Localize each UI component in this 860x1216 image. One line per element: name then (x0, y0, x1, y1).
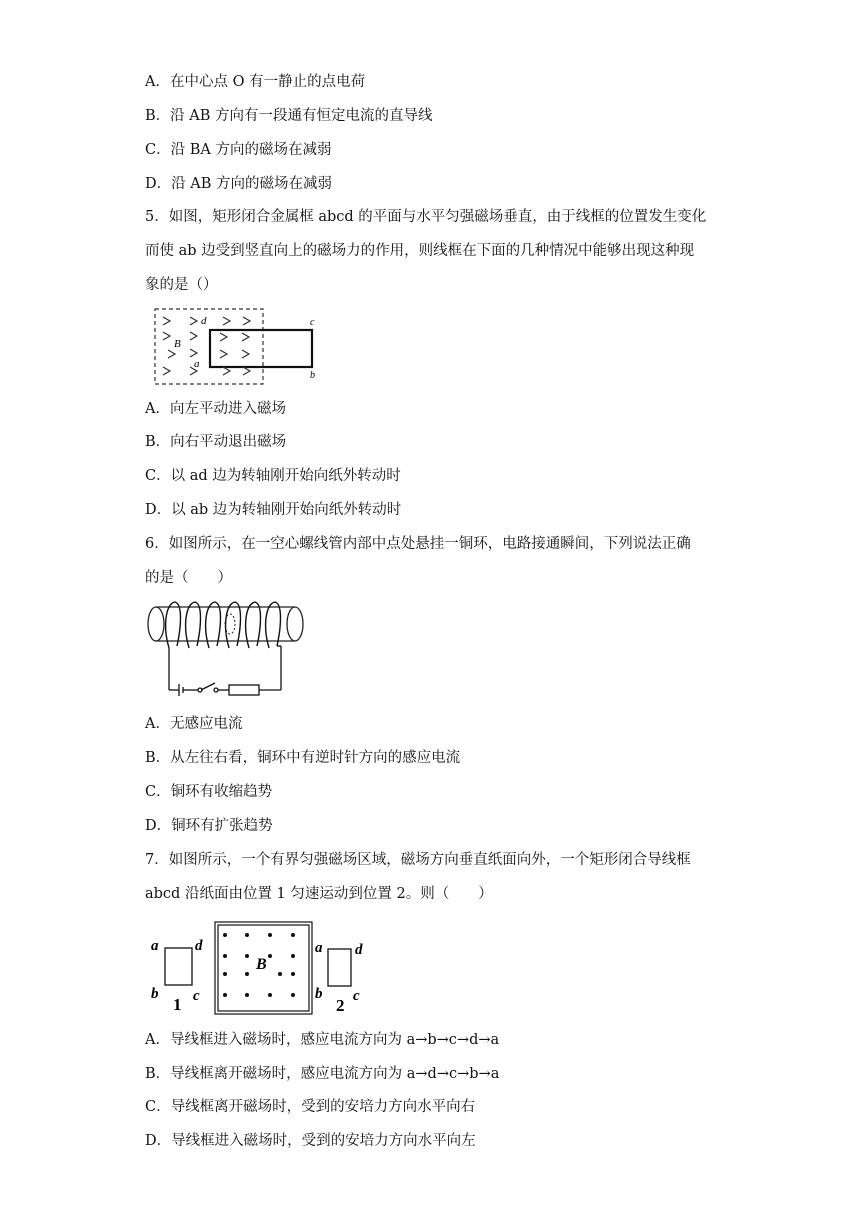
q7-position-2-label: 2 (336, 996, 345, 1015)
q5-stem-line1: 5．如图，矩形闭合金属框 abcd 的平面与水平匀强磁场垂直，由于线框的位置发生变化 (145, 209, 707, 225)
q5-option-d: D．以 ab 边为转轴刚开始向纸外转动时 (145, 502, 402, 518)
q6-stem-line1: 6．如图所示，在一空心螺线管内部中点处悬挂一铜环，电路接通瞬间，下列说法正确 (145, 536, 691, 552)
q5-option-a: A．向左平动进入磁场 (145, 401, 286, 417)
q7-option-a: A．导线框进入磁场时，感应电流方向为 a→b→c→d→a (145, 1032, 500, 1048)
q7-label-d2: d (355, 942, 363, 958)
q7-stem-line2: abcd 沿纸面由位置 1 匀速运动到位置 2。则（ ） (145, 886, 493, 902)
q7-label-b2: b (315, 986, 323, 1002)
q6-option-d: D．铜环有扩张趋势 (145, 818, 273, 834)
q4-option-d: D．沿 AB 方向的磁场在减弱 (145, 176, 332, 192)
q5-label-a: a (194, 358, 200, 370)
q7-option-b: B．导线框离开磁场时，感应电流方向为 a→d→c→b→a (145, 1066, 500, 1082)
q7-label-a1: a (151, 938, 159, 954)
q5-label-b: b (310, 370, 315, 381)
q5-option-c: C．以 ad 边为转轴刚开始向纸外转动时 (145, 468, 401, 484)
q5-label-c: c (310, 317, 315, 328)
q6-option-b: B．从左往右看，铜环中有逆时针方向的感应电流 (145, 750, 461, 766)
circuit-wires (169, 646, 281, 696)
q6-option-a: A．无感应电流 (145, 716, 243, 732)
q6-option-c: C．铜环有收缩趋势 (145, 784, 273, 800)
q6-solenoid-figure (143, 598, 313, 702)
q7-option-c: C．导线框离开磁场时，受到的安培力方向水平向右 (145, 1099, 476, 1115)
q5-label-d: d (201, 315, 207, 327)
q7-label-b1: b (151, 986, 159, 1002)
q5-label-B: B (174, 338, 181, 350)
q5-option-b: B．向右平动退出磁场 (145, 434, 287, 450)
q7-label-a2: a (315, 940, 323, 956)
q6-stem-line2: 的是（ ） (145, 570, 232, 586)
q7-option-d: D．导线框进入磁场时，受到的安培力方向水平向左 (145, 1133, 476, 1149)
frame-position-2 (328, 949, 351, 986)
q4-option-c: C．沿 BA 方向的磁场在减弱 (145, 142, 332, 158)
q4-option-a: A．在中心点 O 有一静止的点电荷 (145, 74, 366, 90)
q5-stem-line2: 而使 ab 边受到竖直向上的磁场力的作用，则线框在下面的几种情况中能够出现这种现 (145, 243, 695, 259)
q7-figure (145, 918, 375, 1018)
q7-label-c1: c (193, 988, 200, 1004)
q7-position-1-label: 1 (173, 995, 182, 1014)
q5-figure (150, 305, 330, 390)
q4-option-b: B．沿 AB 方向有一段通有恒定电流的直导线 (145, 108, 433, 124)
q7-label-B: B (256, 956, 267, 973)
q7-label-c2: c (353, 988, 360, 1004)
q5-stem-line3: 象的是（） (145, 277, 218, 293)
q7-label-d1: d (195, 938, 203, 954)
frame-position-1 (165, 948, 192, 985)
q7-stem-line1: 7．如图所示，一个有界匀强磁场区域，磁场方向垂直纸面向外，一个矩形闭合导线框 (145, 852, 691, 868)
